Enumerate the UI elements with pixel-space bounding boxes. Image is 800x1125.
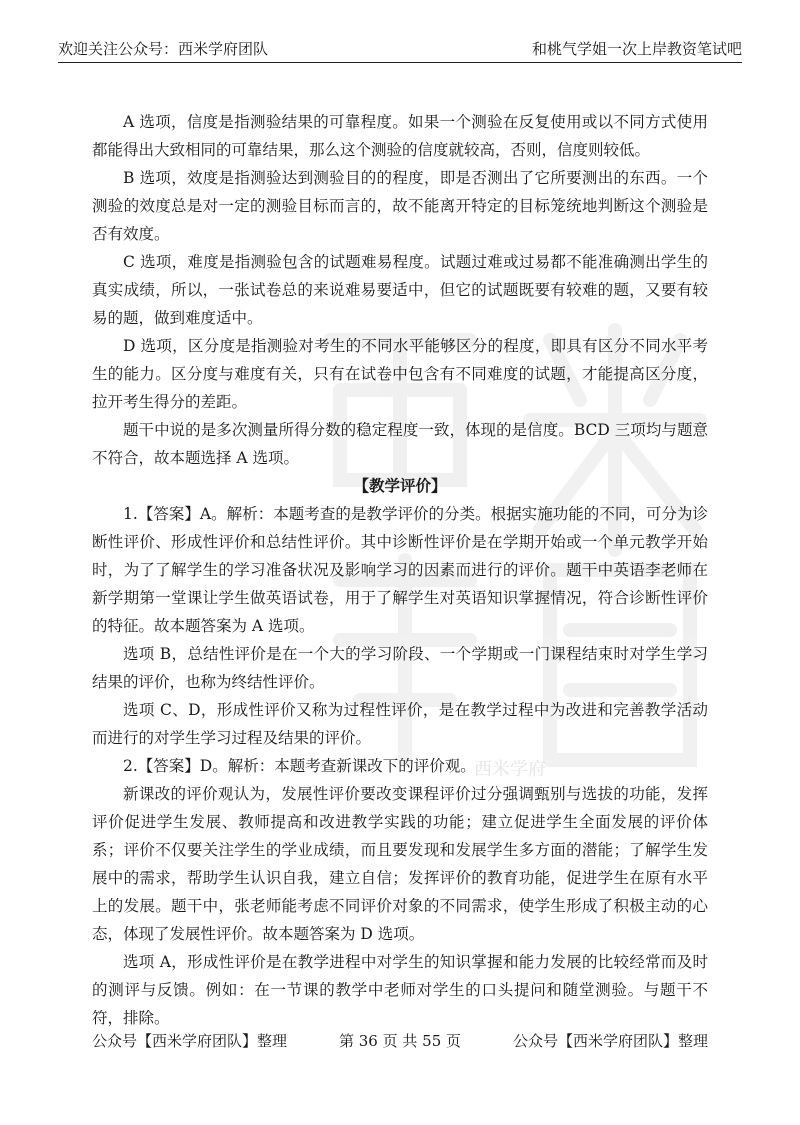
paragraph-answer-2-option-a: 选项 A，形成性评价是在教学进程中对学生的知识掌握和能力发展的比较经常而及时的测评与反馈。例如：在一节课的教学中老师对学生的口头提问和随堂测验。与题干不符，排除。 (92, 953, 708, 1027)
footer-right-text: 公众号【西米学府团队】整理 (512, 1032, 708, 1050)
footer-left-text: 公众号【西米学府团队】整理 (92, 1032, 288, 1050)
paragraph-answer-1: 1.【答案】A。解析：本题考查的是教学评价的分类。根据实施功能的不同，可分为诊断性评价、形成性评价和总结性评价。其中诊断性评价是在学期开始或一个单元教学开始时，为了了解学生的学习准备状况及影响学习的因素而进行的评价。题干中英语李老师在新学期第一堂课让学生做英语试卷，用于了解学生对英语知识掌握情况，符合诊断性评价的特征。故本题答案为 A 选项。 (92, 505, 708, 635)
paragraph-option-a: A 选项，信度是指测验结果的可靠程度。如果一个测验在反复使用或以不同方式使用都能得出大致相同的可靠结果，那么这个测验的信度就较高，否则，信度则较低。 (92, 113, 708, 159)
page-header (58, 22, 742, 63)
document-body (92, 108, 708, 1032)
paragraph-answer-2-explanation: 新课改的评价观认为，发展性评价要改变课程评价过分强调甄别与选拔的功能，发挥评价促进学生发展、教师提高和改进教学实践的功能；建立促进学生全面发展的评价体系；评价不仅要关注学生的学业成绩，而且要发现和发展学生多方面的潜能；了解学生发展中的需求，帮助学生认识自我，建立自信；发挥评价的教育功能，促进学生在原有水平上的发展。题干中，张老师能考虑不同评价对象的不同需求，使学生形成了积极主动的心态，体现了发展性评价。故本题答案为 D 选项。 (92, 785, 708, 943)
watermark-text: 西米学府 (474, 759, 546, 780)
page-number: 第 36 页 共 55 页 (338, 1032, 462, 1050)
paragraph-conclusion: 题干中说的是多次测量所得分数的稳定程度一致，体现的是信度。BCD 三项均与题意不符合，故本题选择 A 选项。 (92, 421, 708, 467)
paragraph-option-c: C 选项，难度是指测验包含的试题难易程度。试题过难或过易都不能准确测出学生的真实成绩，所以，一张试卷总的来说难易要适中，但它的试题既要有较难的题，又要有较易的题，做到难度适中。 (92, 253, 708, 327)
paragraph-option-d: D 选项，区分度是指测验对考生的不同水平能够区分的程度，即具有区分不同水平考生的能力。区分度与难度有关，只有在试卷中包含有不同难度的试题，才能提高区分度，拉开考生得分的差距。 (92, 337, 708, 411)
header-left-text: 欢迎关注公众号：西米学府团队 (58, 40, 269, 58)
paragraph-option-b: B 选项，效度是指测验达到测验目的的程度，即是否测出了它所要测出的东西。一个测验的效度总是对一定的测验目标而言的，故不能离开特定的目标笼统地判断这个测验是否有效度。 (92, 169, 708, 243)
paragraph-answer-1-option-b: 选项 B，总结性评价是在一个大的学习阶段、一个学期或一门课程结束时对学生学习结果的评价，也称为终结性评价。 (92, 645, 708, 691)
paragraph-answer-2: 2.【答案】D。解析：本题考查新课改下的评价观。 (123, 757, 476, 775)
section-title: 【教学评价】 (353, 476, 447, 495)
header-right-text: 和桃气学姐一次上岸教资笔试吧 (531, 40, 742, 58)
paragraph-answer-1-option-cd: 选项 C、D，形成性评价又称为过程性评价，是在教学过程中为改进和完善教学活动而进行的对学生学习过程及结果的评价。 (92, 701, 708, 747)
